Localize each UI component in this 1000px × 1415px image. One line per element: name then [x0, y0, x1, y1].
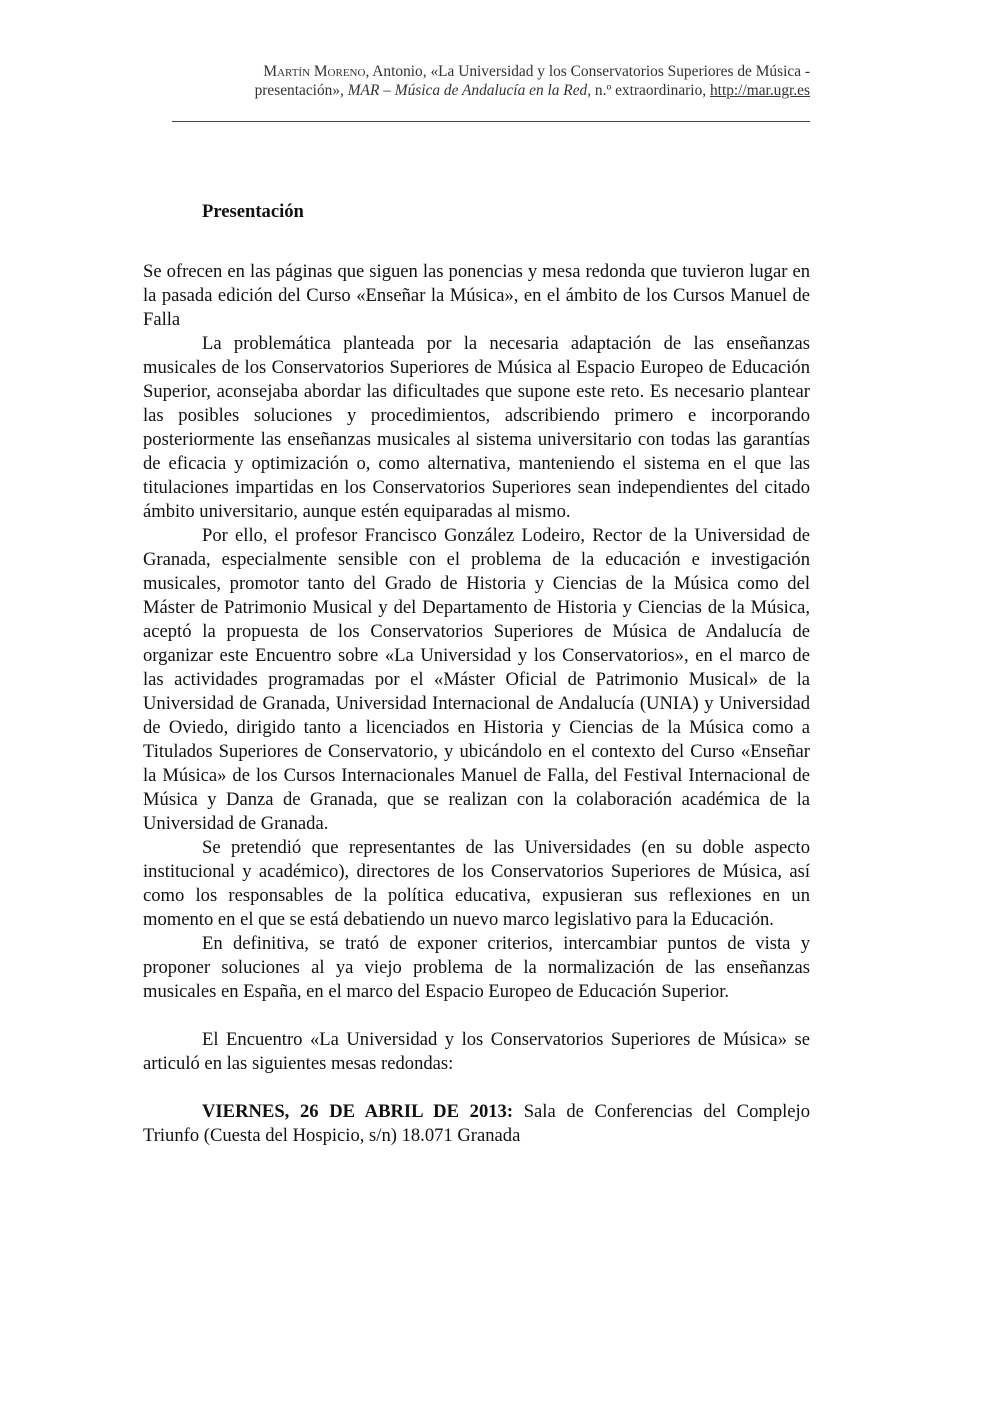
issue-text: n.º extraordinario, — [591, 82, 710, 99]
document-body — [143, 200, 810, 1148]
citation-header — [172, 62, 810, 100]
paragraph-1: Se ofrecen en las páginas que siguen las ponencias y mesa redonda que tuvieron lugar en la pasada edición del Curso «Enseñar la Música», en el ámbito de los Cursos Manuel de Falla — [143, 261, 810, 330]
session-place: Sala de Conferencias del Complejo Triunfo (Cuesta del Hospicio, s/n) 18.071 Granada — [143, 1101, 811, 1146]
paragraph-6: El Encuentro «La Universidad y los Conservatorios Superiores de Música» se articuló en las siguientes mesas redondas: — [143, 1029, 810, 1074]
journal-title: MAR – Música de Andalucía en la Red, — [347, 82, 592, 99]
session-date: VIERNES, 26 DE ABRIL DE 2013: — [202, 1101, 514, 1122]
paragraph-5: En definitiva, se trató de exponer criterios, intercambiar puntos de vista y proponer soluciones al ya viejo problema de la normalización de las enseñanzas musicales en España, en el marco del Espacio Europeo de Educación Superior. — [143, 933, 810, 1002]
header-divider — [172, 121, 810, 122]
citation-text: , Antonio, «La Universidad y los Conservatorios Superiores de Música - presentación», — [254, 63, 810, 99]
paragraph-4: Se pretendió que representantes de las Universidades (en su doble aspecto institucional y académico), directores de los Conservatorios Superiores de Música, así como los responsables de la política educativa, expusieran sus reflexiones en un momento en el que se está debatiendo un nuevo marco legislativo para la Educación. — [143, 837, 810, 930]
session-line — [143, 1100, 810, 1148]
paragraph-3: Por ello, el profesor Francisco González Lodeiro, Rector de la Universidad de Granada, especialmente sensible con el problema de la educación e investigación musicales, promotor tanto del Grado de Historia y Ciencias de la Música como del Máster de Patrimonio Musical y del Departamento de Historia y Ciencias de la Música, aceptó la propuesta de los Conservatorios Superiores de Música de Andalucía de organizar este Encuentro sobre «La Universidad y los Conservatorios», en el marco de las actividades programadas por el «Máster Oficial de Patrimonio Musical» de la Universidad de Granada, Universidad Internacional de Andalucía (UNIA) y Universidad de Oviedo, dirigido tanto a licenciados en Historia y Ciencias de la Música como a Titulados Superiores de Conservatorio, y ubicándolo en el contexto del Curso «Enseñar la Música» de los Cursos Internacionales Manuel de Falla, del Festival Internacional de Música y Danza de Granada, que se realizan con la colaboración académica de la Universidad de Granada. — [143, 525, 810, 834]
paragraph-2: La problemática planteada por la necesaria adaptación de las enseñanzas musicales de los Conservatorios Superiores de Música al Espacio Europeo de Educación Superior, aconsejaba abordar las dificultades que supone este reto. Es necesario plantear las posibles soluciones y procedimientos, adscribiendo primero e incorporando posteriormente las enseñanzas musicales al sistema universitario con todas las garantías de eficacia y optimización o, como alternativa, manteniendo el sistema en el que las titulaciones impartidas en los Conservatorios Superiores sean independientes del citado ámbito universitario, aunque estén equiparadas al mismo. — [143, 333, 810, 522]
author-surname: Martín Moreno — [263, 63, 366, 80]
journal-link[interactable]: http://mar.ugr.es — [709, 82, 810, 99]
section-title: Presentación — [202, 201, 304, 222]
